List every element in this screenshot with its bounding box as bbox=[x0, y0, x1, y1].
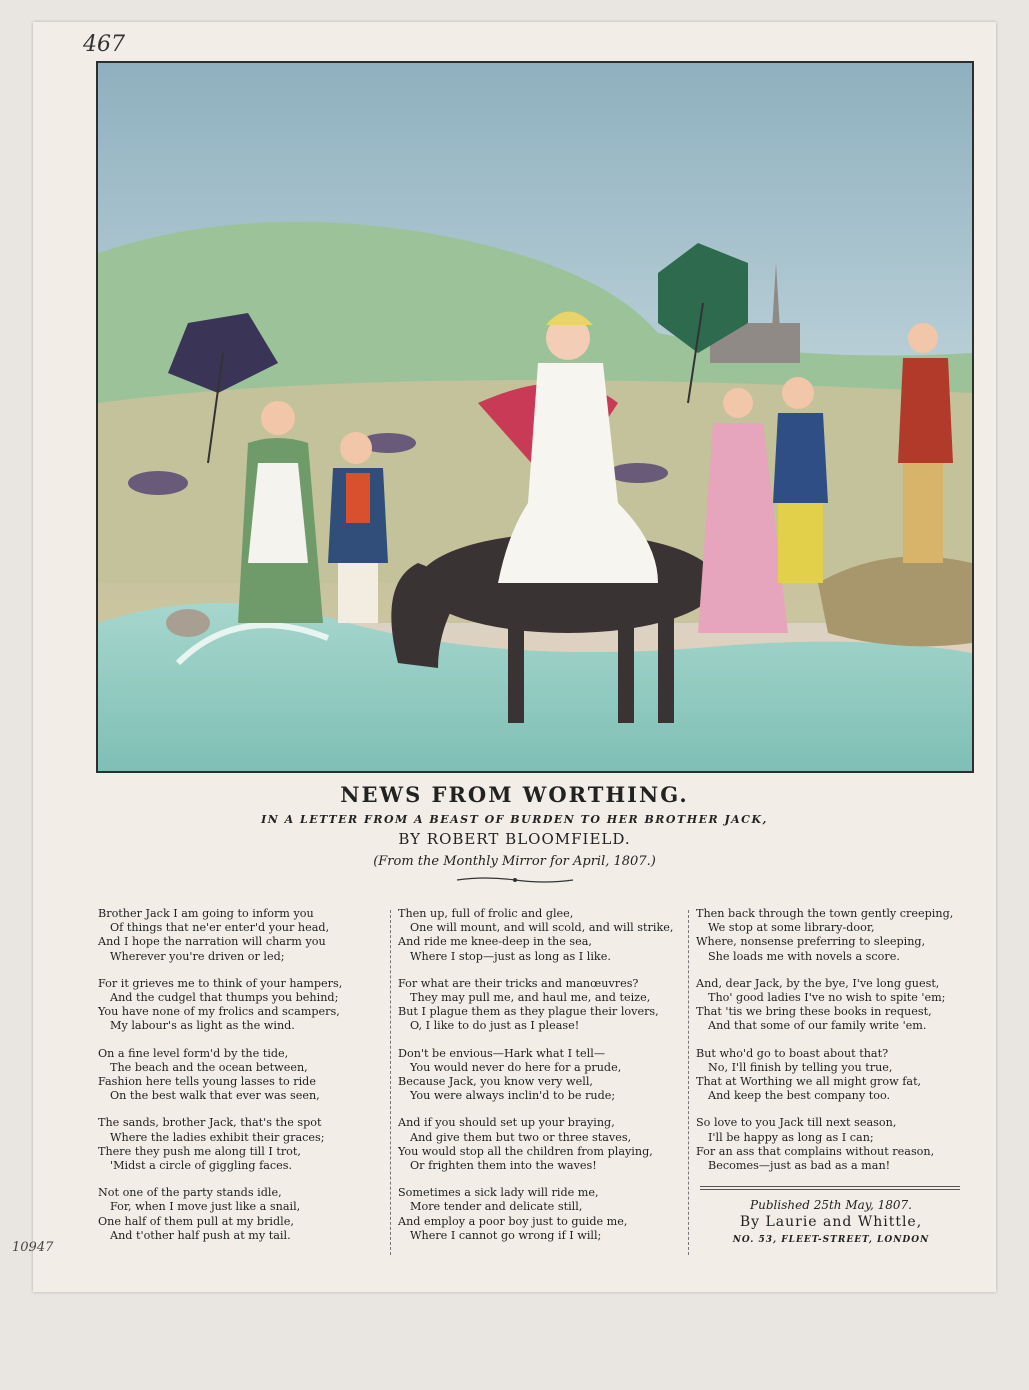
poem-line: And the cudgel that thumps you behind; bbox=[110, 991, 339, 1005]
poem-line: Of things that ne'er enter'd your head, bbox=[110, 921, 330, 935]
poem-line: More tender and delicate still, bbox=[410, 1200, 583, 1214]
source-line: (From the Monthly Mirror for April, 1807.) bbox=[373, 854, 656, 869]
poem-line: The beach and the ocean between, bbox=[110, 1060, 308, 1074]
poem-stanza bbox=[398, 1116, 688, 1173]
poem-stanza bbox=[696, 1116, 986, 1173]
poem-line: Tho' good ladies I've no wish to spite 'em; bbox=[708, 991, 946, 1005]
donkey-ride-scene bbox=[98, 63, 972, 771]
publisher-address: NO. 53, FLEET-STREET, LONDON bbox=[732, 1234, 930, 1245]
poem-column-2 bbox=[398, 907, 688, 1256]
publication-date: Published 25th May, 1807. bbox=[750, 1198, 912, 1213]
poem-line: We stop at some library-door, bbox=[708, 921, 875, 935]
poem-line: No, I'll finish by telling you true, bbox=[708, 1060, 893, 1074]
poem-line: On the best walk that ever was seen, bbox=[110, 1089, 320, 1103]
poem-line: Or frighten them into the waves! bbox=[410, 1159, 597, 1173]
poem-line: And ride me knee-deep in the sea, bbox=[398, 935, 592, 949]
poem-stanza bbox=[696, 977, 986, 1034]
poem-stanza bbox=[98, 907, 390, 964]
poem-line: And, dear Jack, by the bye, I've long guest, bbox=[696, 976, 940, 990]
poem-line: Brother Jack I am going to inform you bbox=[98, 907, 314, 920]
column-divider bbox=[688, 910, 689, 1255]
poem-stanza bbox=[398, 907, 688, 964]
poem-line: For it grieves me to think of your hampers, bbox=[98, 976, 343, 990]
poem-line: And t'other half push at my tail. bbox=[110, 1228, 291, 1242]
publisher-line: By Laurie and Whittle, bbox=[739, 1214, 923, 1231]
poem-column-1 bbox=[98, 907, 390, 1256]
poem-line: Because Jack, you know very well, bbox=[398, 1075, 593, 1089]
small-dog bbox=[166, 609, 210, 637]
print-sheet bbox=[33, 22, 996, 1292]
poem-line: And employ a poor boy just to guide me, bbox=[398, 1214, 628, 1228]
poem-stanza bbox=[398, 1047, 688, 1104]
poem-line: 'Midst a circle of giggling faces. bbox=[110, 1159, 293, 1173]
poem-line: She loads me with novels a score. bbox=[708, 949, 900, 963]
poem-line: Where I stop—just as long as I like. bbox=[410, 949, 611, 963]
poem-line: For what are their tricks and manœuvres? bbox=[398, 976, 639, 990]
poem-line: For, when I move just like a snail, bbox=[110, 1200, 301, 1214]
poem-stanza bbox=[98, 977, 390, 1034]
subtitle: IN A LETTER FROM A BEAST OF BURDEN TO HER BROTHER JACK, bbox=[261, 813, 768, 826]
poem-line: But I plague them as they plague their lovers, bbox=[398, 1005, 659, 1019]
poem-line: The sands, brother Jack, that's the spot bbox=[98, 1116, 322, 1130]
poem-line: And that some of our family write 'em. bbox=[708, 1019, 927, 1033]
poem-line: They may pull me, and haul me, and teize, bbox=[410, 991, 651, 1005]
poem-line: And give them but two or three staves, bbox=[410, 1130, 632, 1144]
poem-line: For an ass that complains without reason, bbox=[696, 1144, 935, 1158]
poem-stanza bbox=[98, 1186, 390, 1243]
poem-line: You would stop all the children from playing, bbox=[398, 1144, 653, 1158]
poem-line: That at Worthing we all might grow fat, bbox=[696, 1075, 922, 1089]
publication-rule bbox=[700, 1186, 960, 1190]
poem-line: O, I like to do just as I please! bbox=[410, 1019, 580, 1033]
poem-line: That 'tis we bring these books in request, bbox=[696, 1005, 932, 1019]
poem-line: One half of them pull at my bridle, bbox=[98, 1214, 294, 1228]
poem-stanza bbox=[98, 1047, 390, 1104]
poem-line: And if you should set up your braying, bbox=[398, 1116, 615, 1130]
poem-line: On a fine level form'd by the tide, bbox=[98, 1046, 289, 1060]
poem-line: Not one of the party stands idle, bbox=[98, 1186, 282, 1200]
poem-line: Then up, full of frolic and glee, bbox=[398, 907, 574, 920]
page-title: NEWS FROM WORTHING. bbox=[340, 782, 689, 807]
poem-line: One will mount, and will scold, and will strike, bbox=[410, 921, 674, 935]
poem-line: But who'd go to boast about that? bbox=[696, 1046, 889, 1060]
poem-line: Where I cannot go wrong if I will; bbox=[410, 1228, 602, 1242]
poem-line: Becomes—just as bad as a man! bbox=[708, 1159, 891, 1173]
poem-line: Where, nonsense preferring to sleeping, bbox=[696, 935, 926, 949]
poem-stanza bbox=[98, 1116, 390, 1173]
poem-line: There they push me along till I trot, bbox=[98, 1144, 301, 1158]
poem-line: Wherever you're driven or led; bbox=[110, 949, 285, 963]
column-divider bbox=[390, 910, 391, 1255]
poem-line: My labour's as light as the wind. bbox=[110, 1019, 295, 1033]
ornament-divider bbox=[455, 876, 575, 884]
plate-number: 467 bbox=[83, 32, 125, 57]
publication-block bbox=[696, 1198, 966, 1247]
poem-line: Sometimes a sick lady will ride me, bbox=[398, 1186, 599, 1200]
poem-line: So love to you Jack till next season, bbox=[696, 1116, 897, 1130]
poem-line: Then back through the town gently creeping, bbox=[696, 907, 954, 920]
poem-line: I'll be happy as long as I can; bbox=[708, 1130, 874, 1144]
author-line: BY ROBERT BLOOMFIELD. bbox=[398, 830, 631, 848]
poem-stanza bbox=[696, 907, 986, 964]
poem-line: You would never do here for a prude, bbox=[410, 1060, 622, 1074]
title-block bbox=[33, 782, 996, 888]
poem-stanza bbox=[398, 977, 688, 1034]
catalog-number: 10947 bbox=[12, 1240, 54, 1255]
poem-line: You were always inclin'd to be rude; bbox=[410, 1089, 616, 1103]
poem-line: Fashion here tells young lasses to ride bbox=[98, 1075, 316, 1089]
poem-stanza bbox=[696, 1047, 986, 1104]
poem-column-3 bbox=[696, 907, 986, 1247]
poem-line: And keep the best company too. bbox=[708, 1089, 891, 1103]
poem-stanza bbox=[398, 1186, 688, 1243]
engraving-illustration bbox=[96, 61, 974, 773]
poem-line: Don't be envious—Hark what I tell— bbox=[398, 1046, 606, 1060]
poem-line: And I hope the narration will charm you bbox=[98, 935, 326, 949]
poem-line: Where the ladies exhibit their graces; bbox=[110, 1130, 325, 1144]
poem-line: You have none of my frolics and scampers, bbox=[98, 1005, 340, 1019]
